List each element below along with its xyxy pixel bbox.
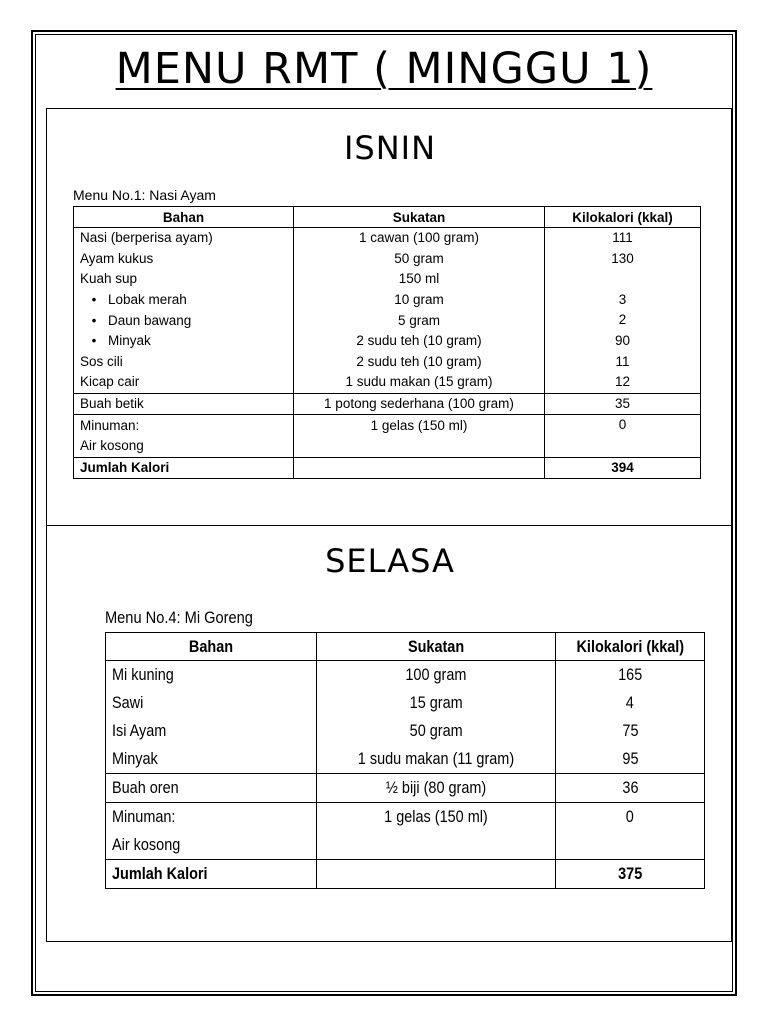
- header-kilokalori: Kilokalori (kkal): [545, 207, 701, 228]
- table-row: [74, 372, 701, 393]
- table-row: [74, 331, 701, 352]
- table-row: [106, 689, 705, 717]
- cell-bahan: • Minyak: [74, 331, 294, 352]
- cell-bahan: Kicap cair: [74, 372, 294, 393]
- total-value: 394: [545, 457, 701, 479]
- cell-kkal: 35: [545, 393, 701, 415]
- cell-bahan: Sawi: [106, 689, 317, 717]
- cell-sukatan: 50 gram: [294, 249, 545, 270]
- document-title: MENU RMT ( MINGGU 1): [115, 44, 653, 94]
- cell-sukatan: [294, 436, 545, 457]
- table-row: [74, 352, 701, 373]
- cell-bahan: Buah oren: [106, 774, 317, 803]
- table-row: [106, 774, 705, 803]
- cell-sukatan: 2 sudu teh (10 gram): [294, 331, 545, 352]
- cell-bahan: Sos cili: [74, 352, 294, 373]
- cell-kkal: 95: [556, 745, 705, 774]
- menu-table-selasa: [105, 632, 705, 889]
- table-row: [106, 717, 705, 745]
- total-value: 375: [556, 860, 705, 889]
- total-row: [74, 457, 701, 479]
- table-row: [74, 269, 701, 290]
- table-row: [106, 745, 705, 774]
- total-label: Jumlah Kalori: [74, 457, 294, 479]
- header-bahan: Bahan: [74, 207, 294, 228]
- table-row: [74, 415, 701, 436]
- cell-kkal: [545, 269, 701, 290]
- cell-sukatan: 1 cawan (100 gram): [294, 228, 545, 249]
- cell-kkal: 0: [545, 415, 701, 436]
- cell-kkal: 2: [545, 310, 701, 331]
- cell-sukatan: 1 sudu makan (15 gram): [294, 372, 545, 393]
- cell-bahan: Kuah sup: [74, 269, 294, 290]
- cell-kkal: 0: [556, 803, 705, 832]
- cell-bahan: Minyak: [106, 745, 317, 774]
- cell-empty: [317, 860, 556, 889]
- table-row: [74, 393, 701, 415]
- cell-sukatan: 1 gelas (150 ml): [294, 415, 545, 436]
- cell-bahan: Ayam kukus: [74, 249, 294, 270]
- cell-bahan: Minuman:: [106, 803, 317, 832]
- cell-sukatan: 15 gram: [317, 689, 556, 717]
- menu-caption: Menu No.4: Mi Goreng: [105, 608, 253, 627]
- table-row: [74, 228, 701, 249]
- day-section-isnin: [46, 108, 732, 526]
- cell-bahan: Air kosong: [74, 436, 294, 457]
- cell-sukatan: 10 gram: [294, 290, 545, 311]
- day-section-selasa: [46, 525, 732, 942]
- table-row: [106, 831, 705, 860]
- cell-kkal: 36: [556, 774, 705, 803]
- cell-sukatan: ½ biji (80 gram): [317, 774, 556, 803]
- cell-sukatan: 1 gelas (150 ml): [317, 803, 556, 832]
- table-header-row: [74, 207, 701, 228]
- cell-kkal: 12: [545, 372, 701, 393]
- cell-kkal: 4: [556, 689, 705, 717]
- cell-sukatan: 2 sudu teh (10 gram): [294, 352, 545, 373]
- header-kilokalori: Kilokalori (kkal): [556, 633, 705, 661]
- cell-kkal: 3: [545, 290, 701, 311]
- total-label: Jumlah Kalori: [106, 860, 317, 889]
- cell-sukatan: 5 gram: [294, 310, 545, 331]
- cell-bahan: Air kosong: [106, 831, 317, 860]
- table-row: [106, 803, 705, 832]
- cell-kkal: 165: [556, 661, 705, 690]
- cell-sukatan: 100 gram: [317, 661, 556, 690]
- day-title: ISNIN: [343, 129, 437, 167]
- header-sukatan: Sukatan: [317, 633, 556, 661]
- cell-empty: [294, 457, 545, 479]
- cell-kkal: [556, 831, 705, 860]
- cell-kkal: 90: [545, 331, 701, 352]
- total-row: [106, 860, 705, 889]
- bullet-icon: •: [91, 333, 97, 349]
- table-row: [74, 249, 701, 270]
- day-title: SELASA: [325, 542, 455, 580]
- bullet-icon: •: [91, 292, 97, 308]
- cell-bahan: Minuman:: [74, 415, 294, 436]
- cell-kkal: 75: [556, 717, 705, 745]
- cell-bahan: Mi kuning: [106, 661, 317, 690]
- cell-bahan: Nasi (berperisa ayam): [74, 228, 294, 249]
- cell-bahan: • Lobak merah: [74, 290, 294, 311]
- header-sukatan: Sukatan: [294, 207, 545, 228]
- cell-sukatan: [317, 831, 556, 860]
- table-row: [74, 310, 701, 331]
- cell-kkal: 11: [545, 352, 701, 373]
- cell-sukatan: 1 sudu makan (11 gram): [317, 745, 556, 774]
- table-row: [74, 436, 701, 457]
- table-row: [106, 661, 705, 690]
- menu-caption: Menu No.1: Nasi Ayam: [73, 187, 216, 203]
- cell-sukatan: 150 ml: [294, 269, 545, 290]
- cell-bahan: • Daun bawang: [74, 310, 294, 331]
- table-row: [74, 290, 701, 311]
- header-bahan: Bahan: [106, 633, 317, 661]
- cell-kkal: 130: [545, 249, 701, 270]
- cell-kkal: [545, 436, 701, 457]
- menu-table-isnin: [73, 206, 701, 479]
- cell-bahan: Buah betik: [74, 393, 294, 415]
- cell-bahan: Isi Ayam: [106, 717, 317, 745]
- table-header-row: [106, 633, 705, 661]
- cell-sukatan: 1 potong sederhana (100 gram): [294, 393, 545, 415]
- bullet-icon: •: [91, 312, 97, 328]
- cell-sukatan: 50 gram: [317, 717, 556, 745]
- cell-kkal: 111: [545, 228, 701, 249]
